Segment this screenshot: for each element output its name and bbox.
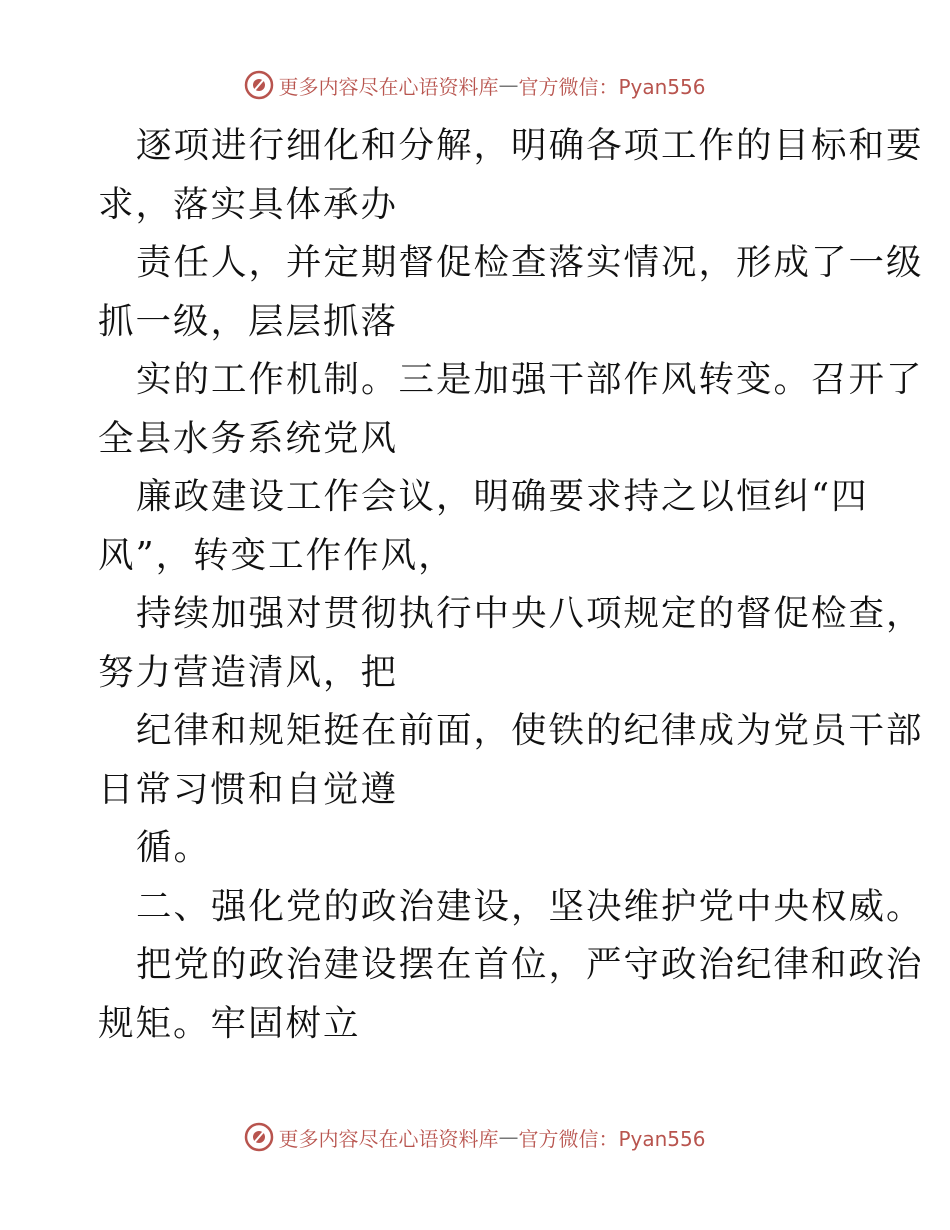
text-line: 抓一级，层层抓落 <box>98 300 399 342</box>
document-body <box>98 117 924 1053</box>
text-line: 逐项进行细化和分解，明确各项工作的目标和要 <box>136 125 924 166</box>
text-line: 持续加强对贯彻执行中央八项规定的督促检查， <box>136 593 924 634</box>
text-line: 努力营造清风，把 <box>98 651 399 693</box>
pen-logo-icon <box>244 70 274 100</box>
banner-wechat: 官方微信：Pyan556 <box>518 74 706 99</box>
pen-logo-icon <box>244 1122 274 1152</box>
text-line: 日常习惯和自觉遵 <box>98 768 399 810</box>
text-line: 纪律和规矩挺在前面，使铁的纪律成为党员干部 <box>136 710 924 751</box>
section-heading: 二、强化党的政治建设，坚决维护党中央权威。 <box>136 885 924 927</box>
text-line: 循。 <box>136 827 212 868</box>
banner-wechat: 官方微信：Pyan556 <box>518 1126 706 1151</box>
header-watermark <box>0 70 950 100</box>
text-line: 求，落实具体承办 <box>98 183 399 225</box>
text-line: 责任人，并定期督促检查落实情况，形成了一级 <box>136 242 924 283</box>
banner-separator: — <box>498 1125 519 1149</box>
text-line: 把党的政治建设摆在首位，严守政治纪律和政治 <box>136 944 924 985</box>
text-line: 全县水务系统党风 <box>98 417 399 459</box>
text-line: 风”，转变工作作风， <box>98 534 456 576</box>
banner-text: 更多内容尽在心语资料库 <box>278 1126 499 1151</box>
text-line: 实的工作机制。三是加强干部作风转变。召开了 <box>136 359 924 400</box>
banner-separator: — <box>498 73 519 97</box>
text-line: 规矩。牢固树立 <box>98 1002 361 1044</box>
banner-text: 更多内容尽在心语资料库 <box>278 74 499 99</box>
footer-watermark <box>0 1122 950 1152</box>
text-line: 廉政建设工作会议，明确要求持之以恒纠“四 <box>136 476 869 517</box>
